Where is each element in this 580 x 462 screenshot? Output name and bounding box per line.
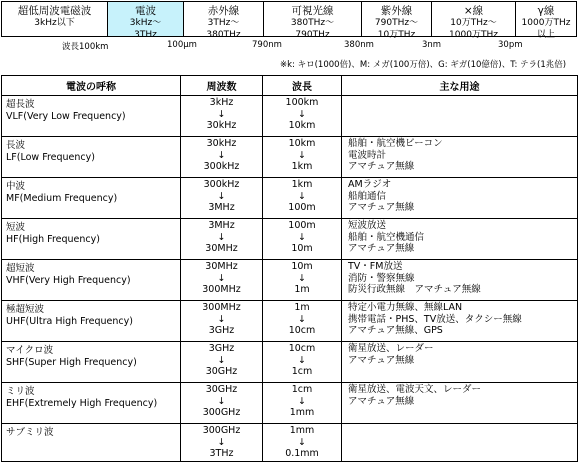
cell-frequency	[181, 342, 263, 383]
cell-uses	[342, 137, 578, 178]
band-elf	[1, 1, 108, 37]
header-wavelength: 波長	[263, 76, 342, 96]
wave-from: 100km	[285, 97, 319, 108]
arrow-down-icon: ↓	[298, 436, 306, 448]
use-item: アマチュア無線	[348, 202, 415, 213]
band-range: 3THz	[134, 30, 157, 40]
wave-to: 10m	[291, 243, 313, 254]
spectrum-bar	[1, 1, 577, 55]
arrow-down-icon: ↓	[298, 149, 306, 161]
boundary-label: 3nm	[422, 40, 442, 50]
name-en: HF(High Frequency)	[6, 233, 100, 245]
table-row	[2, 178, 578, 219]
cell-frequency	[181, 424, 263, 462]
wave-to: 100m	[288, 202, 316, 213]
use-item: アマチュア無線	[348, 161, 415, 172]
use-item: アマチュア無線	[348, 395, 415, 407]
cell-name	[2, 301, 181, 342]
freq-to: 30GHz	[205, 366, 238, 377]
frequency-table	[1, 75, 578, 462]
name-en: VLF(Very Low Frequency)	[6, 110, 126, 122]
use-item: 携帯電話・PHS、TV放送、タクシー無線	[348, 313, 522, 325]
wave-to: 1cm	[291, 366, 313, 377]
arrow-down-icon: ↓	[217, 354, 226, 366]
cell-wavelength	[263, 96, 342, 137]
table-row	[2, 219, 578, 260]
table-row	[2, 342, 578, 383]
use-item: 消防・警察無線	[348, 272, 415, 284]
use-item: 船舶・航空機ビーコン	[348, 138, 443, 149]
name-en: SHF(Super High Frequency)	[6, 356, 137, 368]
band-range: 1000万THz	[449, 30, 498, 40]
freq-to: 3THz	[209, 448, 234, 459]
cell-uses	[342, 178, 578, 219]
freq-to: 30kHz	[206, 120, 237, 131]
wave-to: 10cm	[288, 325, 316, 336]
arrow-down-icon: ↓	[217, 149, 226, 161]
table-row	[2, 137, 578, 178]
table-row	[2, 424, 578, 462]
wave-from: 1mm	[289, 425, 315, 436]
band-xray	[431, 1, 516, 40]
wave-from: 1km	[291, 179, 313, 190]
arrow-down-icon: ↓	[217, 436, 226, 448]
band-range: 3THz～	[207, 18, 240, 28]
arrow-down-icon: ↓	[298, 231, 306, 243]
band-label: 紫外線	[380, 5, 413, 17]
band-range: 790THz～	[374, 18, 419, 28]
freq-to: 300kHz	[203, 161, 240, 172]
cell-frequency	[181, 137, 263, 178]
boundary-label: 380nm	[344, 40, 374, 50]
use-item: アマチュア無線	[348, 354, 415, 366]
wave-from: 10cm	[288, 343, 316, 354]
cell-wavelength	[263, 383, 342, 424]
name-en: VHF(Very High Frequency)	[6, 274, 131, 286]
arrow-down-icon: ↓	[217, 272, 226, 284]
header-frequency: 周波数	[181, 76, 263, 96]
wave-from: 1cm	[291, 384, 313, 395]
cell-uses	[342, 424, 578, 462]
wave-from: 100m	[288, 220, 316, 231]
band-label: 超低周波電磁波	[17, 5, 92, 17]
band-range: 380THz	[206, 30, 241, 40]
boundary-label: 波長100km	[62, 42, 109, 52]
unit-note: ※k: キロ(1000倍)、M: メガ(100万倍)、G: ギガ(10億倍)、T: テラ(1兆倍)	[280, 60, 567, 70]
cell-uses	[342, 342, 578, 383]
band-ir	[183, 1, 264, 40]
cell-wavelength	[263, 342, 342, 383]
freq-to: 3GHz	[208, 325, 235, 336]
table-row	[2, 301, 578, 342]
use-item: 電波時計	[348, 149, 387, 161]
cell-name	[2, 342, 181, 383]
freq-from: 3kHz	[209, 97, 234, 108]
boundary-label: 30pm	[498, 40, 523, 50]
freq-from: 3GHz	[208, 343, 235, 354]
use-item: 船舶・航空機通信	[348, 231, 425, 243]
cell-uses	[342, 383, 578, 424]
use-item: 衛星放送、電波天文、レーダー	[348, 384, 482, 395]
cell-frequency	[181, 178, 263, 219]
name-jp: 短波	[6, 222, 26, 233]
wave-from: 10km	[288, 138, 316, 149]
arrow-down-icon: ↓	[217, 395, 226, 407]
wave-to: 1mm	[289, 407, 315, 418]
name-en: MF(Medium Frequency)	[6, 192, 118, 204]
band-range: 380THz～	[290, 18, 335, 28]
name-jp: 長波	[6, 140, 26, 151]
wave-from: 10m	[291, 261, 313, 272]
name-en: EHF(Extremely High Frequency)	[6, 397, 158, 409]
arrow-down-icon: ↓	[298, 108, 306, 120]
arrow-down-icon: ↓	[217, 190, 226, 202]
cell-uses	[342, 301, 578, 342]
arrow-down-icon: ↓	[217, 313, 226, 325]
use-item: 短波放送	[348, 220, 387, 231]
freq-from: 300kHz	[203, 179, 240, 190]
table-row	[2, 96, 578, 137]
cell-wavelength	[263, 178, 342, 219]
name-jp: マイクロ波	[6, 345, 54, 356]
band-range: 10万THz	[377, 30, 416, 40]
header-uses: 主な用途	[342, 76, 578, 96]
freq-from: 30GHz	[205, 384, 238, 395]
use-item: TV・FM放送	[348, 261, 403, 272]
cell-frequency	[181, 219, 263, 260]
name-jp: 極超短波	[6, 304, 45, 315]
wave-to: 0.1mm	[285, 448, 319, 459]
band-gamma	[515, 1, 577, 40]
band-range: 10万THz～	[450, 18, 497, 28]
band-range: 以上	[536, 30, 555, 40]
band-label: γ線	[537, 5, 555, 17]
use-item: 防災行政無線 アマチュア無線	[348, 284, 481, 295]
freq-to: 30MHz	[205, 243, 238, 254]
band-range: 3kHz～	[129, 18, 162, 28]
band-range: 1000万THz	[521, 18, 571, 28]
cell-name	[2, 424, 181, 462]
name-jp: 超長波	[6, 99, 35, 110]
wave-to: 1m	[294, 284, 310, 295]
arrow-down-icon: ↓	[298, 313, 306, 325]
cell-name	[2, 178, 181, 219]
table-row	[2, 383, 578, 424]
cell-wavelength	[263, 260, 342, 301]
boundary-label: 100μm	[167, 40, 197, 50]
use-item: 衛星放送、レーダー	[348, 343, 434, 354]
name-en: LF(Low Frequency)	[6, 151, 95, 163]
wave-from: 1m	[294, 302, 310, 313]
band-label: 可視光線	[291, 5, 334, 17]
band-uv	[361, 1, 432, 40]
arrow-down-icon: ↓	[298, 395, 306, 407]
freq-from: 300GHz	[202, 425, 241, 436]
cell-frequency	[181, 96, 263, 137]
arrow-down-icon: ↓	[298, 190, 306, 202]
freq-from: 300MHz	[202, 302, 241, 313]
cell-frequency	[181, 260, 263, 301]
cell-name	[2, 383, 181, 424]
arrow-down-icon: ↓	[298, 272, 306, 284]
cell-name	[2, 260, 181, 301]
table-header-row	[2, 76, 578, 96]
band-label: 電波	[135, 5, 156, 17]
cell-name	[2, 96, 181, 137]
use-item: アマチュア無線、GPS	[348, 325, 443, 336]
cell-wavelength	[263, 137, 342, 178]
freq-from: 3MHz	[208, 220, 235, 231]
use-item: アマチュア無線	[348, 243, 415, 254]
name-en: UHF(Ultra High Frequency)	[6, 315, 133, 327]
header-name: 電波の呼称	[2, 76, 181, 96]
arrow-down-icon: ↓	[217, 231, 226, 243]
freq-from: 30kHz	[206, 138, 237, 149]
cell-frequency	[181, 383, 263, 424]
band-label: ×線	[463, 5, 484, 17]
cell-wavelength	[263, 219, 342, 260]
cell-wavelength	[263, 424, 342, 462]
cell-uses	[342, 96, 578, 137]
band-label: 赤外線	[207, 5, 240, 17]
band-visible	[263, 1, 362, 40]
use-item: AMラジオ	[348, 179, 392, 190]
use-item: 船舶通信	[348, 190, 387, 202]
name-jp: 中波	[6, 181, 26, 192]
freq-to: 3MHz	[208, 202, 235, 213]
boundary-label: 790nm	[252, 40, 282, 50]
cell-name	[2, 219, 181, 260]
cell-uses	[342, 260, 578, 301]
name-jp: 超短波	[6, 263, 35, 274]
arrow-down-icon: ↓	[298, 354, 306, 366]
cell-frequency	[181, 301, 263, 342]
wave-to: 10km	[288, 120, 316, 131]
name-jp: サブミリ波	[6, 427, 54, 438]
arrow-down-icon: ↓	[217, 108, 226, 120]
cell-wavelength	[263, 301, 342, 342]
freq-to: 300MHz	[202, 284, 241, 295]
band-range: 790THz	[295, 30, 330, 40]
table-row	[2, 260, 578, 301]
wave-to: 1km	[291, 161, 313, 172]
band-radio	[107, 1, 184, 40]
cell-name	[2, 137, 181, 178]
use-item: 特定小電力無線、無線LAN	[348, 302, 463, 313]
cell-uses	[342, 219, 578, 260]
freq-from: 30MHz	[205, 261, 238, 272]
name-jp: ミリ波	[6, 386, 35, 397]
freq-to: 300GHz	[202, 407, 241, 418]
band-range: 3kHz以下	[34, 18, 75, 28]
